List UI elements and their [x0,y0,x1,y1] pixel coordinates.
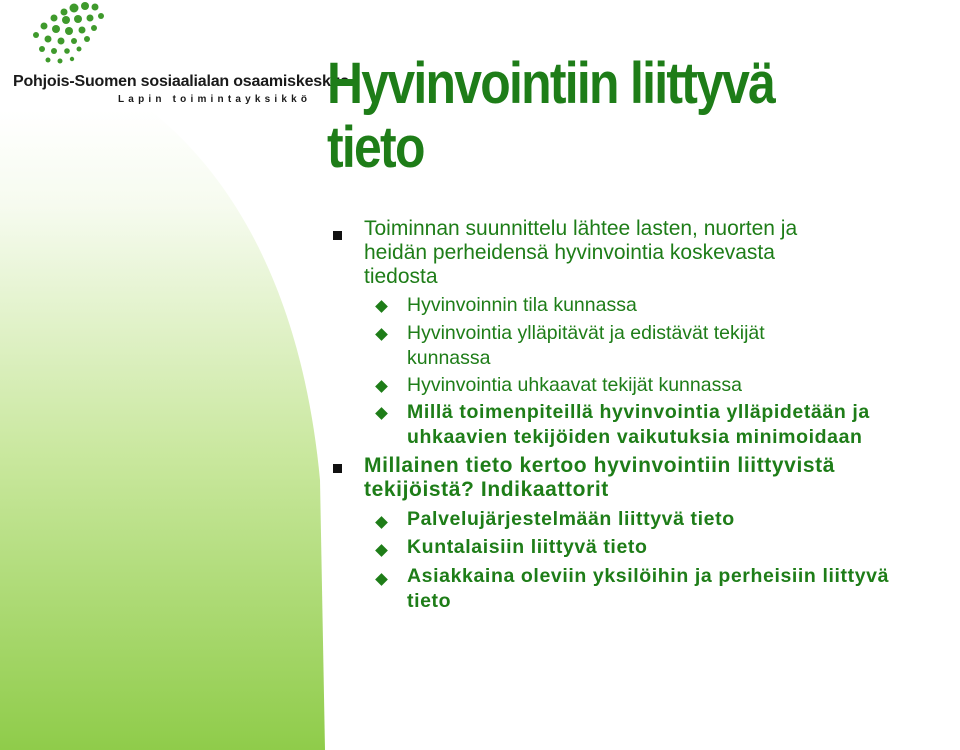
sub-item-1-3-line-1: Hyvinvointia uhkaavat tekijät kunnassa [407,374,742,396]
square-bullet-icon [333,464,342,473]
sub-item-1-4-line-2: uhkaavien tekijöiden vaikutuksia minimoidaan [407,426,863,448]
bullet-item-2-line-1: Millainen tieto kertoo hyvinvointiin liittyvistä [364,454,836,477]
sub-item-1-4-line-1: Millä toimenpiteillä hyvinvointia ylläpidetään ja [407,401,870,423]
sub-item-2-1 [407,507,957,532]
bullet-item-1-line-1: Toiminnan suunnittelu lähtee lasten, nuorten ja [364,217,798,240]
sub-item-2-2-line-1: Kuntalaisiin liittyvä tieto [407,536,648,558]
sub-item-1-4 [407,400,957,450]
sub-item-1-1 [407,293,957,318]
sub-item-1-1-line-1: Hyvinvoinnin tila kunnassa [407,294,637,316]
organization-logo [0,0,349,110]
bullet-item-1-line-3: tiedosta [364,265,438,288]
slide-title-line-1: Hyvinvointiin liittyvä [327,51,775,116]
sub-item-1-2 [407,321,957,371]
organization-unit: Lapin toimintayksikkö [118,94,312,105]
square-bullet-icon [333,231,342,240]
bullet-item-2 [364,454,944,502]
sub-item-2-1-line-1: Palvelujärjestelmään liittyvä tieto [407,508,735,530]
sub-item-2-2 [407,535,957,560]
dot-cluster-logo-icon [0,0,120,72]
slide-title-line-2: tieto [327,115,424,180]
sub-item-2-3 [407,564,957,614]
slide-title [327,52,852,180]
bullet-item-1-line-2: heidän perheidensä hyvinvointia koskevasta [364,241,775,264]
sub-item-1-2-line-1: Hyvinvointia ylläpitävät ja edistävät tekijät [407,322,765,344]
sub-item-2-3-line-2: tieto [407,590,452,612]
sub-item-1-3 [407,373,957,398]
organization-name: Pohjois-Suomen sosiaalialan osaamiskeskus [13,73,349,90]
sub-item-2-3-line-1: Asiakkaina oleviin yksilöihin ja perheisiin liittyvä [407,565,890,587]
bullet-item-1 [364,217,944,289]
bullet-item-2-line-2: tekijöistä? Indikaattorit [364,478,609,501]
sub-item-1-2-line-2: kunnassa [407,347,491,369]
